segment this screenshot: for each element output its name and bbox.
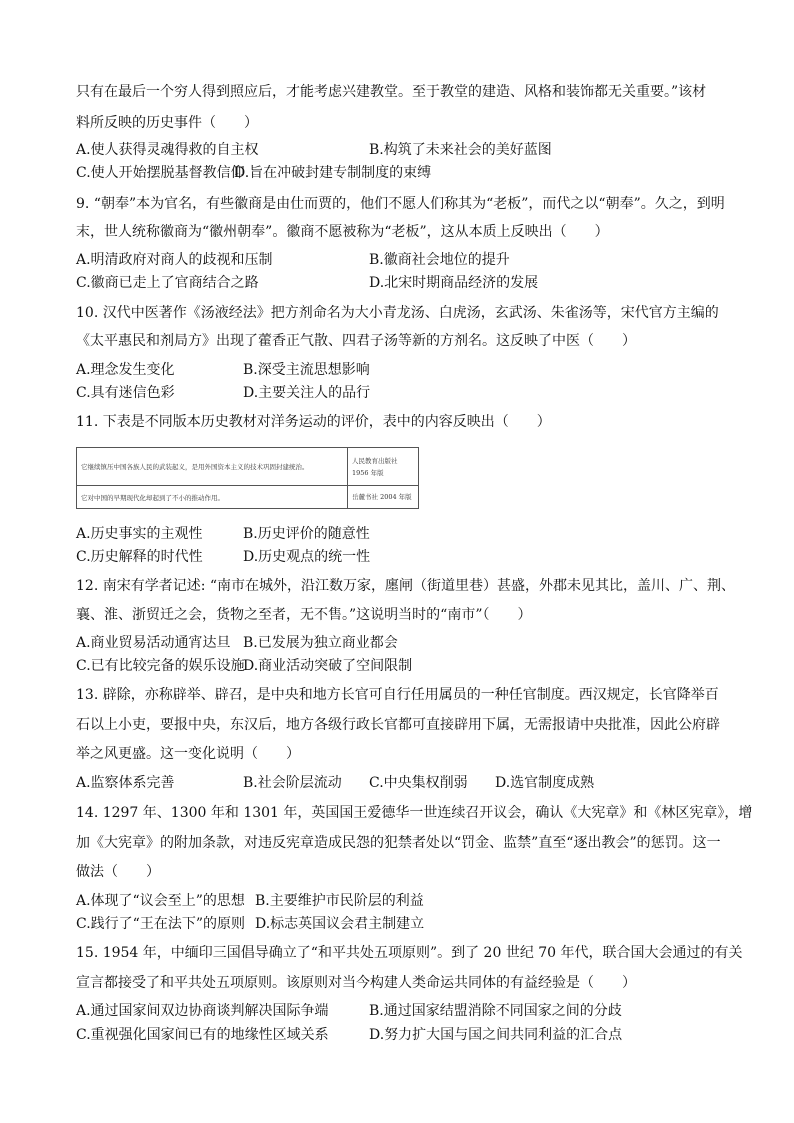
q14-text-line2: 加《大宪章》的附加条款，对违反宪章造成民怨的犯禁者处以“罚金、监禁”直至“逐出教会”的惩罚。这一 [76, 835, 721, 851]
q9-option-b[interactable]: B.徽商社会地位的提升 [369, 252, 510, 268]
q11-option-d[interactable]: D.历史观点的统一性 [243, 549, 371, 565]
q11-text-line1: 11. 下表是不同版本历史教材对洋务运动的评价，表中的内容反映出（ ） [76, 414, 551, 430]
q8-option-c[interactable]: C.使人开始摆脱基督教信仰 [76, 165, 245, 181]
q15-option-a[interactable]: A.通过国家间双边协商谈判解决国际争端 [76, 1003, 329, 1019]
q14-option-a[interactable]: A.体现了“议会至上”的思想 [76, 893, 245, 909]
q10-option-c[interactable]: C.具有迷信色彩 [76, 385, 175, 401]
table-row [77, 448, 419, 486]
q12-option-d[interactable]: D.商业活动突破了空间限制 [243, 658, 413, 674]
q10-option-b[interactable]: B.深受主流思想影响 [243, 362, 370, 378]
q15-text-line1: 15. 1954 年，中缅印三国倡导确立了“和平共处五项原则”。到了 20 世纪 70 年代，联合国大会通过的有关 [76, 945, 743, 961]
q14-option-b[interactable]: B.主要维护市民阶层的利益 [255, 893, 424, 909]
q13-option-a[interactable]: A.监察体系完善 [76, 775, 175, 791]
q8-option-a[interactable]: A.使人获得灵魂得救的自主权 [76, 142, 259, 158]
table-cell-content: 它继续镇压中国各族人民的武装起义，是用外国资本主义的技术巩固封建统治。 [77, 448, 348, 486]
q11-option-c[interactable]: C.历史解释的时代性 [76, 549, 203, 565]
table-row [77, 486, 419, 509]
table-cell-source: 岳麓书社 2004 年版 [348, 486, 419, 509]
q11-option-a[interactable]: A.历史事实的主观性 [76, 526, 203, 542]
q9-text-line2: 末，世人统称徽商为“徽州朝奉”。徽商不愿被称为“老板”，这从本质上反映出（ ） [76, 224, 609, 240]
q13-text-line3: 举之风更盛。这一变化说明（ ） [76, 746, 300, 762]
q12-text-line2: 襄、淮、浙贸迁之会，货物之至者，无不售。”这说明当时的“南市”（ ） [76, 607, 532, 623]
q8-option-b[interactable]: B.构筑了未来社会的美好蓝图 [369, 142, 552, 158]
q15-option-c[interactable]: C.重视强化国家间已有的地缘性区域关系 [76, 1027, 329, 1043]
q12-option-b[interactable]: B.已发展为独立商业都会 [243, 635, 398, 651]
q14-text-line1: 14. 1297 年、1300 年和 1301 年，英国国王爱德华一世连续召开议会，确认《大宪章》和《林区宪章》，增 [76, 805, 753, 821]
q9-option-c[interactable]: C.徽商已走上了官商结合之路 [76, 275, 259, 291]
q8-text-line2: 料所反映的历史事件（ ） [76, 115, 258, 131]
q8-text-line1: 只有在最后一个穷人得到照应后，才能考虑兴建教堂。至于教堂的建造、风格和装饰都无关重要。”该材 [76, 84, 707, 100]
q10-text-line2: 《太平惠民和剂局方》出现了藿香正气散、四君子汤等新的方剂名。这反映了中医（ ） [76, 333, 636, 349]
q13-option-c[interactable]: C.中央集权削弱 [369, 775, 468, 791]
q11-option-b[interactable]: B.历史评价的随意性 [243, 526, 370, 542]
q14-option-d[interactable]: D.标志英国议会君主制建立 [255, 916, 425, 932]
q9-option-a[interactable]: A.明清政府对商人的歧视和压制 [76, 252, 273, 268]
q10-text-line1: 10. 汉代中医著作《汤液经法》把方剂命名为大小青龙汤、白虎汤，玄武汤、朱雀汤等，宋代官方主编的 [76, 305, 719, 321]
q9-option-d[interactable]: D.北宋时期商品经济的发展 [369, 275, 539, 291]
q13-text-line2: 石以上小吏，要报中央，东汉后，地方各级行政长官都可直接辟用下属，无需报请中央批准，因此公府辟 [76, 717, 720, 733]
q15-option-b[interactable]: B.通过国家结盟消除不同国家之间的分歧 [369, 1003, 622, 1019]
q12-option-a[interactable]: A.商业贸易活动通宵达旦 [76, 635, 231, 651]
q10-option-d[interactable]: D.主要关注人的品行 [243, 385, 371, 401]
q13-option-d[interactable]: D.选官制度成熟 [495, 775, 595, 791]
q10-option-a[interactable]: A.理念发生变化 [76, 362, 175, 378]
table-cell-content: 它对中国的早期现代化却起到了不小的推动作用。 [77, 486, 348, 509]
table-cell-source: 人民教育出版社 1956 年版 [348, 448, 419, 486]
q9-text-line1: 9. “朝奉”本为官名，有些徽商是由仕而贾的，他们不愿人们称其为“老板”，而代之以“朝奉”。久之，到明 [76, 196, 725, 212]
q14-text-line3: 做法（ ） [76, 864, 160, 880]
q12-option-c[interactable]: C.已有比较完备的娱乐设施 [76, 658, 245, 674]
evaluation-table [76, 447, 419, 509]
q15-text-line2: 宣言都接受了和平共处五项原则。该原则对当今构建人类命运共同体的有益经验是（ ） [76, 975, 636, 991]
q8-option-d[interactable]: D.旨在冲破封建专制制度的束缚 [234, 165, 432, 181]
q14-option-c[interactable]: C.践行了“王在法下”的原则 [76, 916, 245, 932]
q13-text-line1: 13. 辟除，亦称辟举、辟召，是中央和地方长官可自行任用属员的一种任官制度。西汉规定，长官降举百 [76, 687, 719, 703]
q13-option-b[interactable]: B.社会阶层流动 [243, 775, 342, 791]
q12-text-line1: 12. 南宋有学者记述: “南市在城外，沿江数万家，廛闸（街道里巷）甚盛，外郡未见其比，盖川、广、荆、 [76, 578, 736, 594]
q15-option-d[interactable]: D.努力扩大国与国之间共同利益的汇合点 [369, 1027, 623, 1043]
